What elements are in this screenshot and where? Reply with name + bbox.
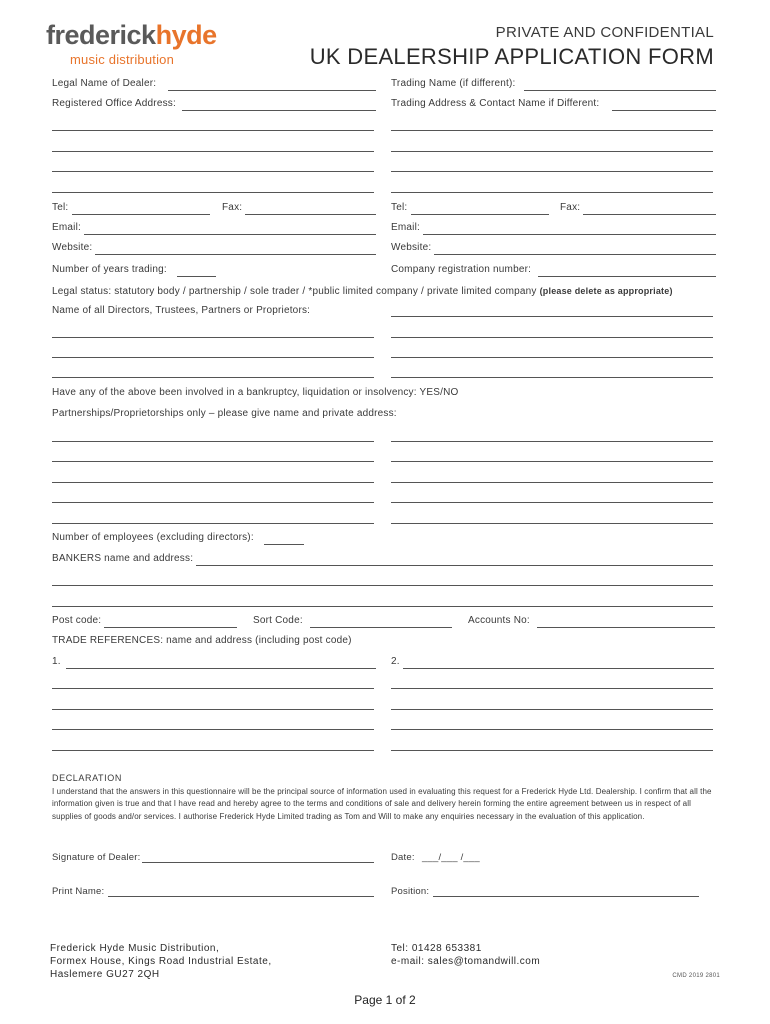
tel-left-field[interactable]	[72, 214, 210, 215]
trading-address-line[interactable]	[391, 192, 713, 193]
document-id: CMD 2019 2801	[672, 973, 720, 979]
trading-address-field[interactable]	[612, 110, 716, 111]
logo-name-part1: frederick	[46, 20, 156, 50]
reference-1-line[interactable]	[52, 688, 374, 689]
signature-field[interactable]	[142, 862, 374, 863]
partnerships-label: Partnerships/Proprietorships only – please give name and private address:	[52, 408, 397, 419]
directors-label: Name of all Directors, Trustees, Partners or Proprietors:	[52, 305, 311, 316]
date-label: Date:	[391, 852, 415, 863]
reference-2-line[interactable]	[391, 688, 713, 689]
footer-address-line1: Frederick Hyde Music Distribution,	[50, 943, 220, 954]
partnerships-line[interactable]	[391, 461, 713, 462]
reference-1-label: 1.	[52, 656, 61, 667]
logo-subtitle: music distribution	[70, 52, 175, 67]
fax-right-label: Fax:	[560, 202, 581, 213]
employees-label: Number of employees (excluding directors):	[52, 532, 254, 543]
reference-1-field[interactable]	[66, 668, 376, 669]
footer-address-line2: Formex House, Kings Road Industrial Estate,	[50, 956, 272, 967]
legal-name-label: Legal Name of Dealer:	[52, 78, 157, 89]
legal-status-options: Legal status: statutory body / partnership / sole trader / *public limited company / private limited company	[52, 286, 537, 297]
sort-code-label: Sort Code:	[253, 615, 303, 626]
bankers-line[interactable]	[52, 585, 713, 586]
registered-office-line[interactable]	[52, 192, 374, 193]
footer-address-line3: Haslemere GU27 2QH	[50, 969, 160, 980]
partnerships-line[interactable]	[52, 441, 374, 442]
directors-line[interactable]	[391, 316, 713, 317]
fax-right-field[interactable]	[583, 214, 716, 215]
partnerships-line[interactable]	[391, 441, 713, 442]
company-reg-label: Company registration number:	[391, 264, 532, 275]
print-name-field[interactable]	[108, 896, 374, 897]
bankers-label: BANKERS name and address:	[52, 553, 194, 564]
reference-2-field[interactable]	[403, 668, 714, 669]
print-name-label: Print Name:	[52, 886, 105, 897]
legal-name-field[interactable]	[168, 90, 376, 91]
email-left-field[interactable]	[84, 234, 376, 235]
years-trading-field[interactable]	[177, 276, 216, 277]
logo-name-part2: hyde	[155, 20, 217, 50]
trading-address-label: Trading Address & Contact Name if Different:	[391, 98, 600, 109]
years-trading-label: Number of years trading:	[52, 264, 167, 275]
reference-2-line[interactable]	[391, 750, 713, 751]
reference-1-line[interactable]	[52, 750, 374, 751]
website-left-field[interactable]	[95, 254, 376, 255]
email-left-label: Email:	[52, 222, 81, 233]
trading-name-label: Trading Name (if different):	[391, 78, 516, 89]
tel-right-field[interactable]	[411, 214, 549, 215]
partnerships-line[interactable]	[52, 523, 374, 524]
accounts-no-field[interactable]	[537, 627, 715, 628]
registered-office-line[interactable]	[52, 130, 374, 131]
position-field[interactable]	[433, 896, 699, 897]
date-field[interactable]: ___/___ /___	[422, 852, 480, 863]
reference-1-line[interactable]	[52, 729, 374, 730]
footer-tel: Tel: 01428 653381	[391, 943, 482, 954]
website-right-field[interactable]	[434, 254, 716, 255]
directors-line[interactable]	[391, 377, 713, 378]
tel-right-label: Tel:	[391, 202, 408, 213]
registered-office-field[interactable]	[182, 110, 376, 111]
trading-address-line[interactable]	[391, 171, 713, 172]
trading-address-line[interactable]	[391, 130, 713, 131]
partnerships-line[interactable]	[391, 523, 713, 524]
partnerships-line[interactable]	[52, 461, 374, 462]
company-logo	[46, 20, 217, 50]
directors-line[interactable]	[52, 377, 374, 378]
position-label: Position:	[391, 886, 430, 897]
bankruptcy-question[interactable]: Have any of the above been involved in a bankruptcy, liquidation or insolvency: YES/NO	[52, 387, 459, 398]
tel-left-label: Tel:	[52, 202, 69, 213]
fax-left-field[interactable]	[245, 214, 376, 215]
trade-references-label: TRADE REFERENCES: name and address (including post code)	[52, 635, 352, 646]
trading-address-line[interactable]	[391, 151, 713, 152]
partnerships-line[interactable]	[391, 502, 713, 503]
directors-line[interactable]	[52, 337, 374, 338]
reference-2-line[interactable]	[391, 709, 713, 710]
partnerships-line[interactable]	[52, 502, 374, 503]
post-code-label: Post code:	[52, 615, 102, 626]
confidential-label: PRIVATE AND CONFIDENTIAL	[495, 24, 714, 41]
declaration-text: I understand that the answers in this questionnaire will be the principal source of information used in evaluating this request for a Frederick Hyde Ltd. Dealership. I confirm that all the information given is true and that I have read and hereby agree to the terms and conditions of sale and delivery herein forming the entire agreement between us in respect of all supplies of goods and/or services. I authorise Frederick Hyde Limited trading as Tom and Will to make any enquiries necessary in the evaluation of this application.	[52, 787, 712, 821]
website-right-label: Website:	[391, 242, 432, 253]
footer-email: e-mail: sales@tomandwill.com	[391, 956, 541, 967]
post-code-field[interactable]	[104, 627, 237, 628]
legal-status-text[interactable]	[52, 285, 673, 298]
fax-left-label: Fax:	[222, 202, 243, 213]
reference-2-label: 2.	[391, 656, 400, 667]
reference-1-line[interactable]	[52, 709, 374, 710]
directors-line[interactable]	[52, 357, 374, 358]
directors-line[interactable]	[391, 337, 713, 338]
sort-code-field[interactable]	[310, 627, 452, 628]
signature-label: Signature of Dealer:	[52, 852, 141, 863]
bankers-field[interactable]	[196, 565, 713, 566]
partnerships-line[interactable]	[52, 482, 374, 483]
reference-2-line[interactable]	[391, 729, 713, 730]
footer-address	[50, 942, 272, 981]
registered-office-line[interactable]	[52, 151, 374, 152]
declaration-title: DECLARATION	[52, 773, 122, 783]
form-title: UK DEALERSHIP APPLICATION FORM	[309, 44, 714, 69]
employees-field[interactable]	[264, 544, 304, 545]
registered-office-line[interactable]	[52, 171, 374, 172]
company-reg-field[interactable]	[538, 276, 716, 277]
partnerships-line[interactable]	[391, 482, 713, 483]
accounts-no-label: Accounts No:	[468, 615, 530, 626]
directors-line[interactable]	[391, 357, 713, 358]
website-left-label: Website:	[52, 242, 93, 253]
page-number: Page 1 of 2	[354, 993, 416, 1007]
legal-status-note: (please delete as appropriate)	[539, 286, 673, 296]
bankers-line[interactable]	[52, 606, 713, 607]
trading-name-field[interactable]	[524, 90, 716, 91]
footer-contact	[391, 942, 540, 968]
email-right-field[interactable]	[423, 234, 716, 235]
registered-office-label: Registered Office Address:	[52, 98, 176, 109]
email-right-label: Email:	[391, 222, 420, 233]
